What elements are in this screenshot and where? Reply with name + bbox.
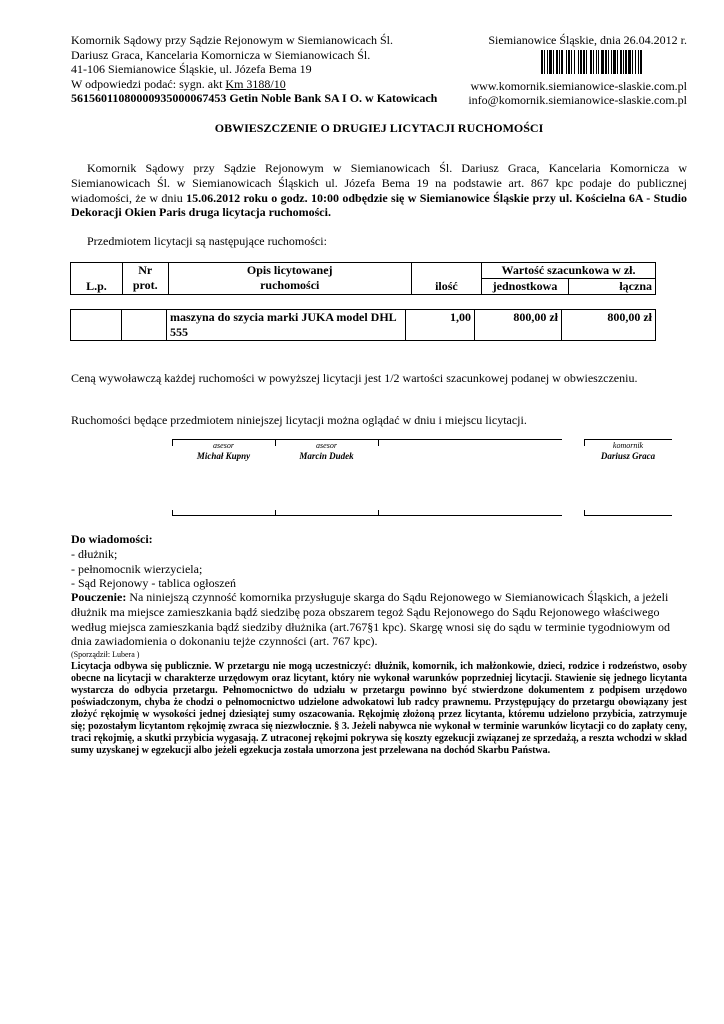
bank-account: 56156011080000935000067453 Getin Noble Bank SA I O. w Katowicach (71, 91, 438, 105)
instruction-text: Na niniejszą czynność komornika przysługuje skarga do Sądu Rejonowego w Siemianowicach Śląskich, a jeżeli dłużnik ma miejsce zamieszkania bądź siedzibę poza obszarem tegoż Sądu Rejonowego do Sądu Rejonowego właściwego według miejsca zamieszkania bądź siedziby dłużnika (art.767§1 kpc). Skargę wnosi się do sądu w terminie tygodniowym od dnia zawiadomienia o dokonaniu tejże czynności (art. 767 kpc). (71, 590, 670, 649)
instruction-label: Pouczenie: (71, 590, 127, 604)
signature-assessor-2: asesor Marcin Dudek (299, 441, 354, 461)
cell-lp (71, 310, 122, 341)
header-ilosc: ilość (411, 263, 481, 295)
table-row (71, 310, 656, 341)
recipient-item: - dłużnik; (71, 546, 118, 561)
viewing-note: Ruchomości będące przedmiotem niniejszej licytacji można oglądać w dniu i miejscu licytacji. (71, 413, 527, 427)
email: info@komornik.siemianowice-slaskie.com.pl (468, 93, 687, 107)
header-wartosc: Wartość szacunkowa w zł. (482, 263, 655, 279)
cell-nr-prot (122, 310, 167, 341)
header-opis: Opis licytowanej ruchomości (168, 263, 411, 295)
price-note: Ceną wywoławczą każdej ruchomości w powyższej licytacji jest 1/2 wartości szacunkowej podanej w obwieszczeniu. (71, 371, 638, 385)
office-line-2: Dariusz Graca, Kancelaria Komornicza w Siemianowicach Śl. (71, 47, 371, 62)
recipients-heading: Do wiadomości: (71, 532, 153, 546)
prepared-by: (Sporządził: Lubera ) (71, 650, 140, 659)
items-intro: Przedmiotem licytacji są następujące ruchomości: (87, 234, 327, 248)
document-title: OBWIESZCZENIE O DRUGIEJ LICYTACJI RUCHOMOŚCI (214, 121, 544, 135)
auction-date-place: 15.06.2012 roku o godz. 10:00 odbędzie się w Siemianowice Śląskie przy ul. Kościelna 6A - Studio Dekoracji Okien Paris druga licytacja ruchomości. (71, 190, 687, 220)
recipient-item: - pełnomocnik wierzyciela; (71, 561, 203, 576)
header-value-group (482, 263, 656, 295)
place-date: Siemianowice Śląskie, dnia 26.04.2012 r. (488, 33, 687, 47)
signature-area (172, 439, 672, 519)
header-jednostkowa: jednostkowa (482, 279, 569, 294)
office-address (71, 33, 471, 106)
signature-bailiff: komornik Dariusz Graca (600, 441, 656, 461)
items-table (70, 309, 656, 341)
items-table-header (70, 262, 656, 295)
office-line-3: 41-106 Siemianowice Śląskie, ul. Józefa Bema 19 (71, 62, 312, 76)
office-line-1: Komornik Sądowy przy Sądzie Rejonowym w Siemianowicach Śl. (71, 33, 393, 47)
case-reference: W odpowiedzi podać: sygn. akt Km 3188/10 (71, 76, 286, 91)
cell-laczna: 800,00 zł (562, 310, 656, 341)
cell-opis: maszyna do szycia marki JUKA model DHL 555 (167, 310, 406, 341)
barcode-image (541, 50, 687, 74)
intro-paragraph: Komornik Sądowy przy Sądzie Rejonowym w Siemianowicach Śl. Dariusz Graca, Kancelaria Komornicza w Siemianowicach Śl. w Siemianowicach Śląskich ul. Józefa Bema 19 na podstawie art. 867 kpc podaje do publicznej wiadomości, że w dniu 15.06.2012 roku o godz. 10:00 odbędzie się w Siemianowice Śląskie przy ul. Kościelna 6A - Studio Dekoracji Okien Paris druga licytacja ruchomości. (71, 161, 687, 220)
recipient-item: - Sąd Rejonowy - tablica ogłoszeń (71, 576, 236, 591)
auction-rules: Licytacja odbywa się publicznie. W przetargu nie mogą uczestniczyć: dłużnik, komornik, ich małżonkowie, dzieci, rodzice i rodzeństwo, osoby obecne na licytacji w charakterze urzędowym oraz licytant, który nie wykonał warunków poprzedniej licytacji. Stawienie się jednego licytanta wystarcza do odbycia przetargu. Pełnomocnictwo do udziału w przetargu powinno być stwierdzone dokumentem z podpisem urzędowo poświadczonym, chyba że chodzi o pełnomocnictwo udzielone adwokatowi lub radcy prawnemu. Przystępujący do przetargu obowiązany jest złożyć rękojmię w wysokości jednej dziesiątej sumy oszacowania. Rękojmię złożoną przez licytanta, któremu udzielono przybicia, zatrzymuje się; pozostałym licytantom rękojmię zwraca się niezwłocznie. § 3. Jeżeli nabywca nie wykonał w terminie warunków licytacji co do zapłaty ceny, traci rękojmię, a skutki przybicia wygasają. Z utraconej rękojmi pokrywa się koszty egzekucji związanej ze sprzedażą, a reszta wchodzi w skład sumy uzyskanej w egzekucji albo jeżeli egzekucja została umorzona jest przelewana na dochód Skarbu Państwa. (71, 661, 687, 756)
header-lp: L.p. (71, 263, 123, 295)
header-nr-prot: Nr prot. (122, 263, 168, 295)
signature-assessor-1: asesor Michał Kupny (196, 441, 251, 461)
recipients (71, 532, 236, 591)
cell-ilosc: 1,00 (406, 310, 475, 341)
website: www.komornik.siemianowice-slaskie.com.pl (470, 79, 687, 93)
case-number: Km 3188/10 (225, 76, 286, 91)
cell-jednostkowa: 800,00 zł (475, 310, 562, 341)
instruction (71, 590, 687, 649)
header-laczna: łączna (619, 279, 652, 293)
